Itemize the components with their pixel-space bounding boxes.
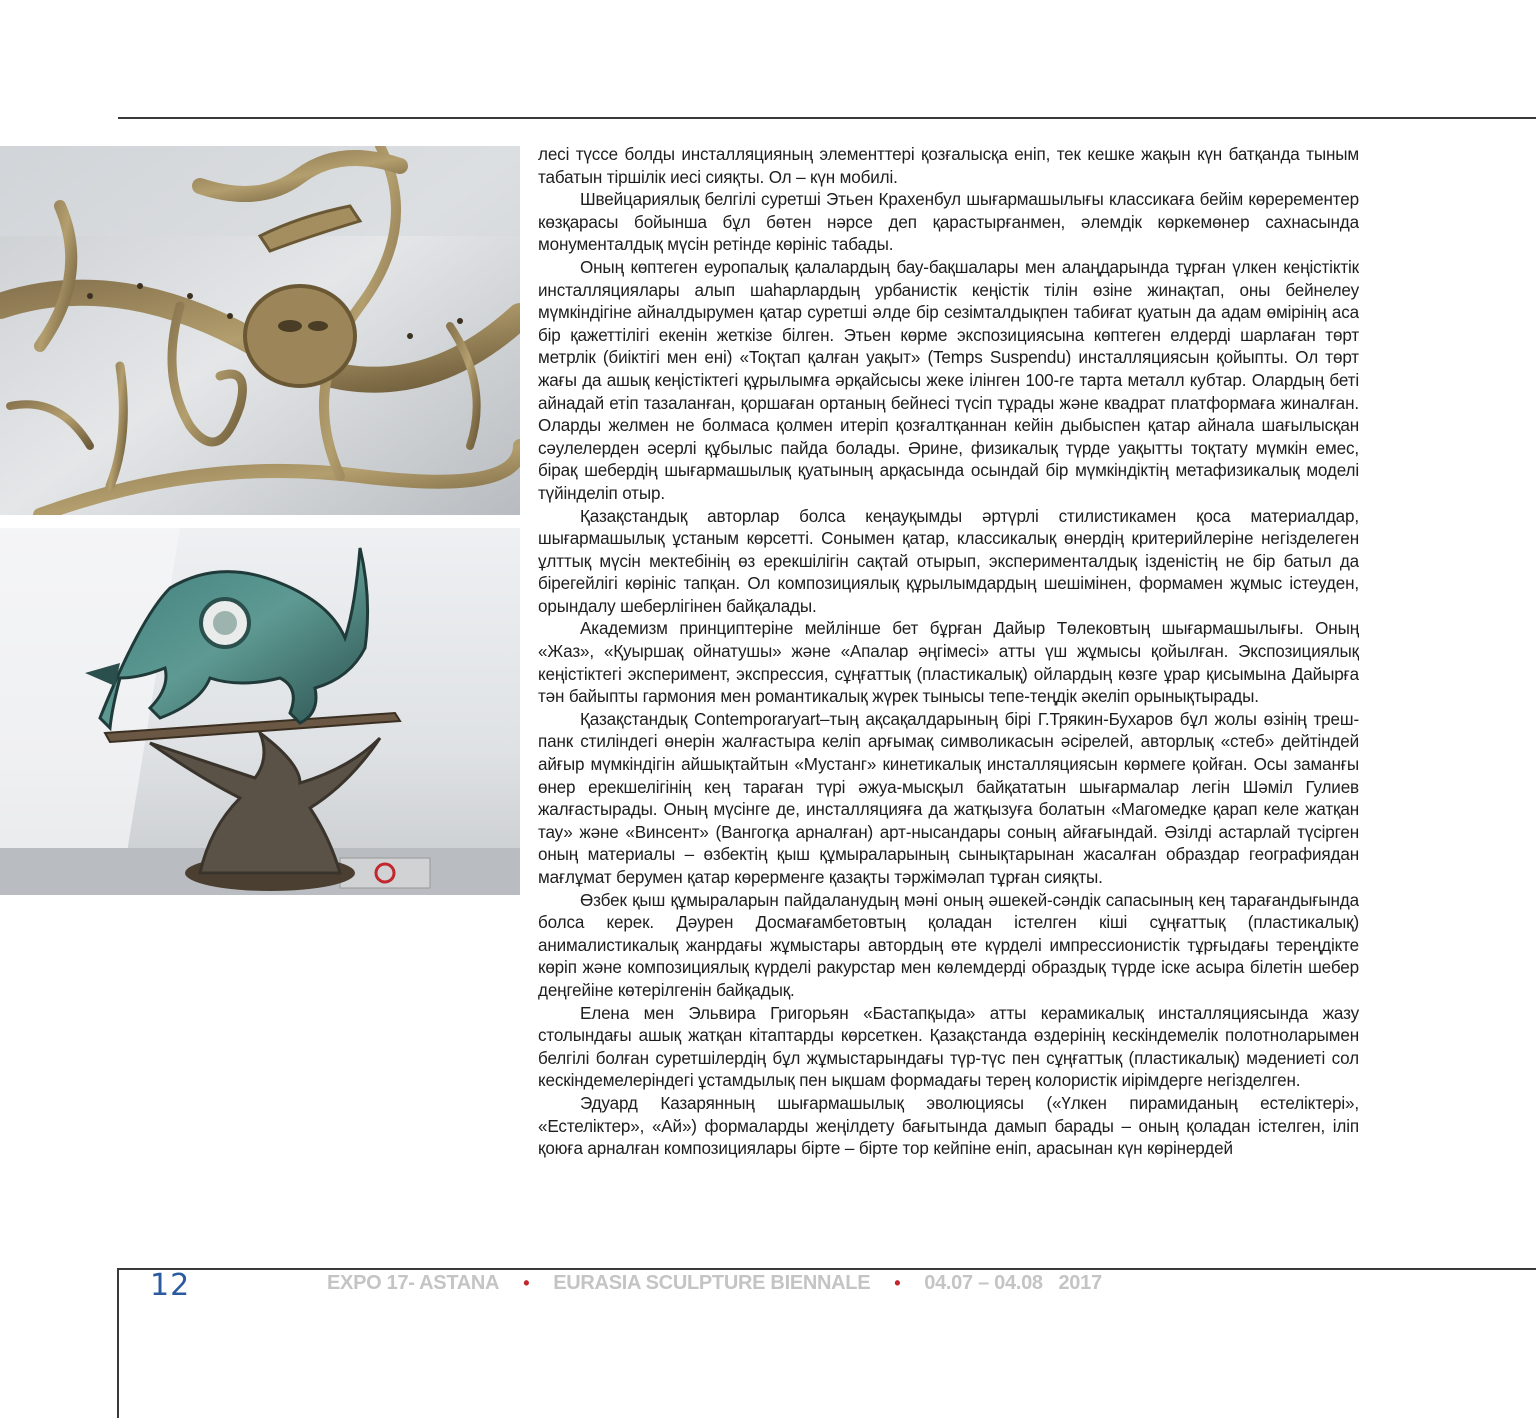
- paragraph: Оның көптеген еуропалық қалалардың бау-бақшалары мен алаңдарында тұрған үлкен кеңістіктік инсталляциялары алып шаһарлардың урбанистік кеңістік тілін өзіне жинақтап, оны бейнелеу мүмкіндігіне айналдырумен қатар суретші әлде бір сезімталдықпен табиғат қуатын да адам өмірінің аса бір қажеттілігі екенін жеткізе білген. Этьен көрме экспозициясына көптеген елдерді шарлаған төрт метрлік (биіктігі мен ені) «Тоқтап қалған уақыт» (Temps Suspendu) инсталляциясын қойыпты. Ол төрт жағы да ашық кеңістіктегі құрылымға әрқайсысы жеке ілінген 100-ге тарта металл кубтар. Олардың беті айнадай етіп тазаланған, қоршаған ортаның бейнесі түсіп тұрады және квадрат платформаға жиналған. Оларды желмен не болмаса қолмен итеріп қозғалтқаннан кейін дыбыспен қатар айнала шағылысқан сәулелерден әсерлі құбылыс пайда болады. Әрине, физикалық түрде уақытты тоқтату мүмкін емес, бірақ шебердің шығармашылық қуатының арқасында осындай бір мүмкіндіктің метафизикалық моделі түйінделіп отыр.: [538, 257, 1359, 503]
- paragraph: Қазақстандық Contemporaryart–тың ақсақалдарының бірі Г.Трякин-Бухаров бұл жолы өзінің треш-панк стиліндегі өнерін жалғастыра келіп арғымақ символикасын әсірелей, авторлық «стеб» дейтіндей айғыр мүмкіндігін айшықтайтын «Мустанг» кинетикалық инсталляциясын көрмеге қойған. Осы заманғы өнер ерекшелігінің кең тараған түрі әжуа-мысқыл байқататын шығармалар легін Шәміл Гулиев жалғастырады. Оның мүсінге де, инсталляцияға да жатқызуға болатын «Магомедке қарап келе жатқан тау» және «Винсент» (Вангогқа арналған) арт-нысандары соның айғағындай. Әзілді астарлай түсірген оның материалы – өзбектің қыш құмыраларының сынықтарынан жасалған образдар географиядан мағлұмат берумен қатар көрерменге қазақты тәржімәлап тұрған сияқты.: [538, 709, 1359, 887]
- article-body: [538, 144, 1359, 1229]
- footer-biennale: EURASIA SCULPTURE BIENNALE: [553, 1272, 871, 1295]
- footer-vertical-rule: [117, 1268, 119, 1418]
- paragraph: Елена мен Эльвира Григорьян «Бастапқыда» атты керамикалық инсталляциясында жазу столындағы ашық жатқан кітаптарды көрсеткен. Қазақстанда өздерінің кескіндемелік полотноларымен белгілі болған суретшілердің бұл жұмыстарындағы түр-түс пен сұңғаттық (пластикалық) мәдениеті сол кескіндемелеріндегі ұстамдылық пен ықшам формадағы терең колористік иірімдерге негізделген.: [538, 1003, 1359, 1091]
- paragraph: Қазақстандық авторлар болса кеңауқымды әртүрлі стилистикамен қоса материалдар, шығармашылық ұстаным көрсетті. Сонымен қатар, классикалық өнердің критерийлеріне негізделеген ұлттық мүсін мектебінің өз ерекшілігін сақтай отырып, эксперименталдық ізденістің не бір батыл да бірегейлігі көрініс тапқан. Ол композициялық құрылымдардың шешімінен, формамен жұмыс істеуден, орындалу шеберлігінен байқалады.: [538, 506, 1359, 616]
- footer-separator-dot: •: [523, 1273, 530, 1294]
- paragraph: Академизм принциптеріне мейлінше бет бұрған Дайыр Төлековтың шығармашылығы. Оның «Жаз», «Қуыршақ ойнатушы» және «Апалар әңгімесі» атты үш жұмысы қойылған. Экспозициялық кеңістіктегі эксперимент, экспрессия, сұңғаттық (пластикалық) ойлардың көзге ұрар қисымына Дайырға тән байыпты гармония мен романтикалық жүрек тынысы тепе-теңдік әкеліп орынықтырады.: [538, 619, 1359, 707]
- footer-rule: [118, 1268, 1536, 1270]
- paragraph: Эдуард Казарянның шығармашылық эволюциясы («Үлкен пирамиданың естеліктері», «Естеліктер», «Ай») формаларды жеңілдету бағытында дамып барады – оның қоладан істелген, іліп қоюға арналған композициялары бірте – бірте тор кейпіне еніп, арасынан күн көрінердей: [538, 1093, 1359, 1159]
- footer-expo: EXPO 17- ASTANA: [327, 1272, 500, 1295]
- top-rule: [118, 117, 1536, 119]
- footer-separator-dot: •: [894, 1273, 901, 1294]
- paragraph: Өзбек қыш құмыраларын пайдаланудың мәні оның әшекей-сәндік сапасының кең тарағандығында болса керек. Дәурен Досмағамбетовтың қоладан істелген кіші сұңғаттық (пластикалық) анималистикалық жанрдағы жұмыстары автордың өте күрделі импрессионистік тұрғыдағы тереңдікте көріп және композициялық күрделі ракурстар мен көлемдерді образдық түрде іске асыра білетін шебер деңгейіне көтерілгенін байқадық.: [538, 890, 1359, 1000]
- paragraph: лесі түссе болды инсталляцияның элементтері қозғалысқа еніп, тек кешке жақын күн батқанда тыным табатын тіршілік иесі сияқты. Ол – күн мобилі.: [538, 145, 1359, 187]
- bronze-relief-photo: [0, 146, 520, 515]
- wolf-sculpture-photo: [0, 528, 520, 895]
- footer-dates: 04.07 – 04.08 2017: [924, 1272, 1102, 1295]
- footer-running-title: [327, 1272, 1102, 1295]
- page-number: 12: [150, 1268, 191, 1303]
- paragraph: Швейцариялық белгілі суретші Этьен Крахенбул шығармашылығы классикаға бейім көререментер көзқарасы бойынша бұл бөтен нәрсе деп қарастырғанмен, әлемдік көркемөнер сахнасында монументалдық мүсін ретінде көрініс табады.: [538, 190, 1359, 255]
